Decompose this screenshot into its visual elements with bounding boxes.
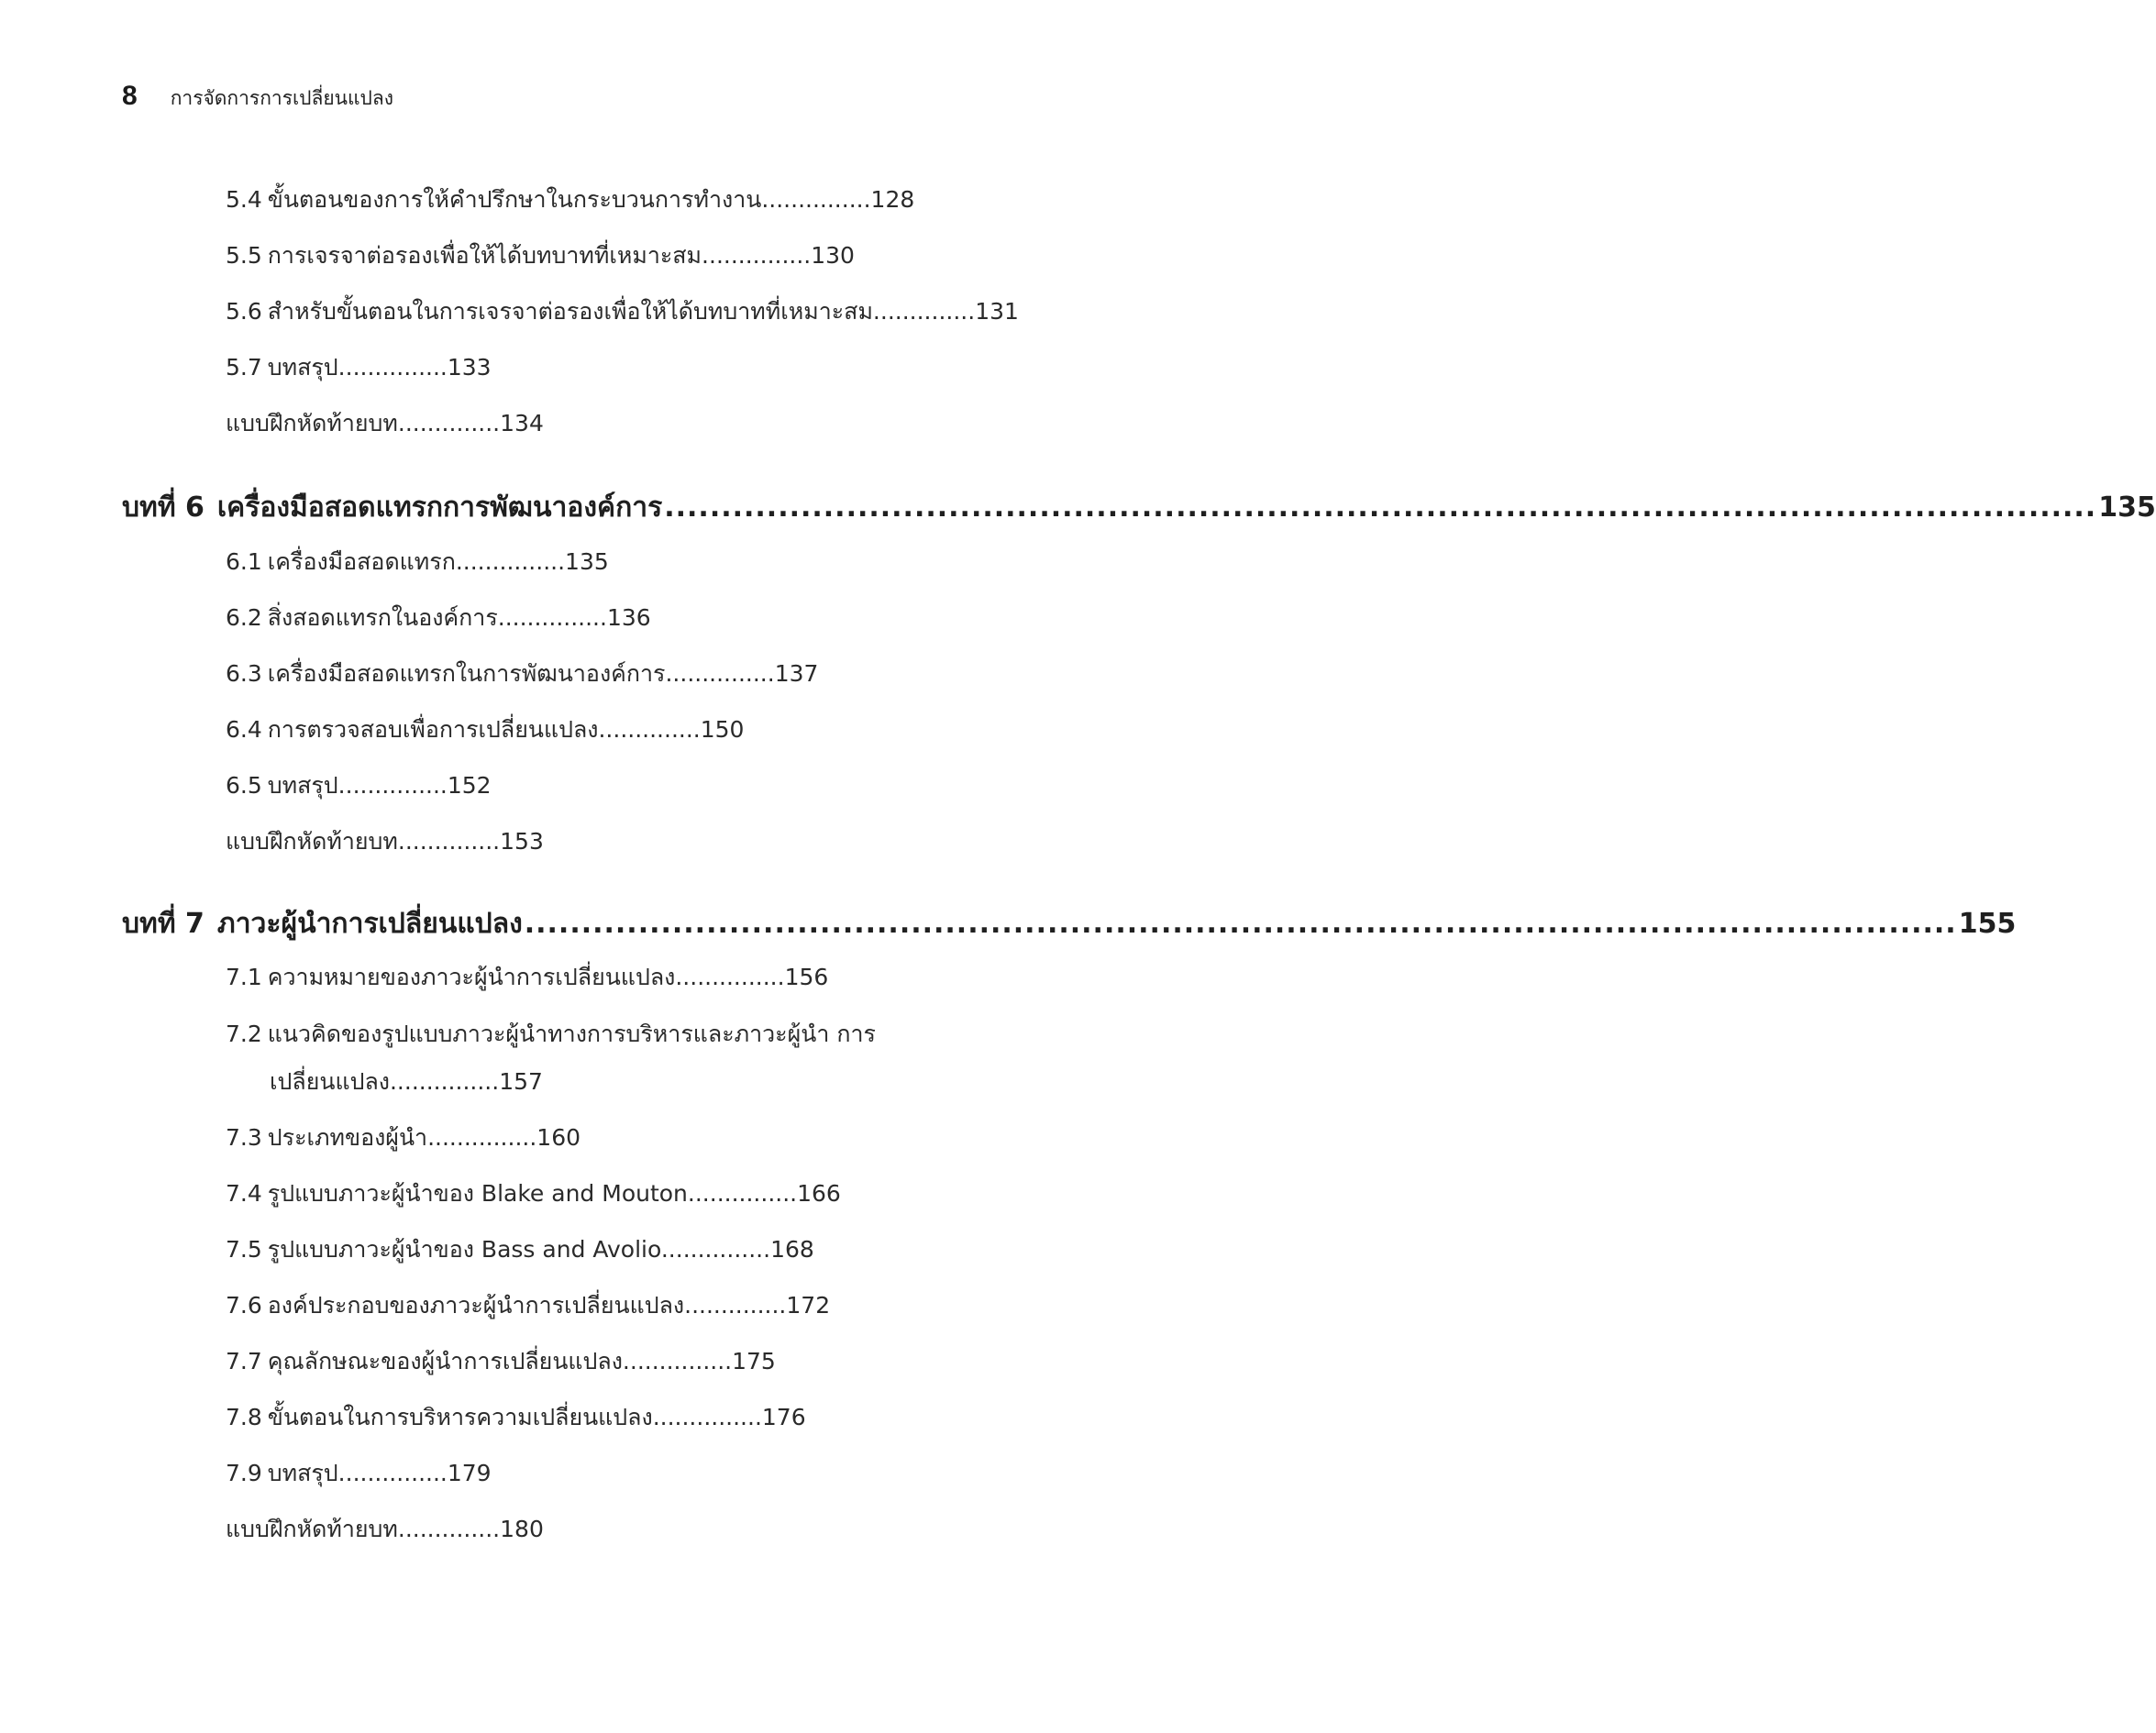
- toc-entry-6-3: 6.3 เครื่องมือสอดแทรกในการพัฒนาองค์การ...............137: [226, 660, 819, 687]
- toc-entry-7-3: 7.3 ประเภทของผู้นำ...............160: [226, 1124, 581, 1151]
- toc-entry-7-5: 7.5 รูปแบบภาวะผู้นำของ Bass and Avolio...............168: [226, 1236, 814, 1263]
- chapter-7-heading: บทที่ 7 ภาวะผู้นำการเปลี่ยนแปลง .............................................................................................................................. 155: [122, 908, 2017, 940]
- page-header: [122, 81, 393, 114]
- toc-entry-7-6: 7.6 องค์ประกอบของภาวะผู้นำการเปลี่ยนแปลง..............172: [226, 1292, 831, 1319]
- toc-entry-6-5: 6.5 บทสรุป...............152: [226, 772, 492, 799]
- toc-entry-7-4: 7.4 รูปแบบภาวะผู้นำของ Blake and Mouton...............166: [226, 1180, 841, 1207]
- toc-entry-exercises-5: แบบฝึกหัดท้ายบท..............134: [226, 410, 544, 436]
- toc-entry-exercises-6: แบบฝึกหัดท้ายบท..............153: [226, 828, 544, 855]
- chapter-6-heading: บทที่ 6 เครื่องมือสอดแทรกการพัฒนาองค์การ .............................................................................................................................. 135: [122, 491, 2156, 524]
- running-title: การจัดการการเปลี่ยนแปลง: [170, 87, 394, 109]
- toc-entry-7-1: 7.1 ความหมายของภาวะผู้นำการเปลี่ยนแปลง...............156: [226, 964, 829, 990]
- toc-entry-5-7: 5.7 บทสรุป...............133: [226, 354, 492, 381]
- toc-entry-7-8: 7.8 ขั้นตอนในการบริหารความเปลี่ยนแปลง...............176: [226, 1404, 806, 1430]
- toc-entry-5-4: 5.4 ขั้นตอนของการให้คำปรึกษาในกระบวนการทำงาน...............128: [226, 186, 915, 213]
- toc-entry-7-7: 7.7 คุณลักษณะของผู้นำการเปลี่ยนแปลง...............175: [226, 1348, 776, 1374]
- toc-entry-7-2: 7.2 แนวคิดของรูปแบบภาวะผู้นำทางการบริหารและภาวะผู้นำ การเปลี่ยนแปลง...............157: [226, 1021, 876, 1095]
- toc-entry-5-6: 5.6 สำหรับขั้นตอนในการเจรจาต่อรองเพื่อให้ได้บทบาทที่เหมาะสม..............131: [226, 298, 1019, 325]
- toc-entry-6-4: 6.4 การตรวจสอบเพื่อการเปลี่ยนแปลง..............150: [226, 716, 745, 743]
- toc-entry-6-2: 6.2 สิ่งสอดแทรกในองค์การ...............136: [226, 604, 651, 631]
- page-number: 8: [122, 81, 138, 111]
- toc-entry-6-1: 6.1 เครื่องมือสอดแทรก...............135: [226, 548, 609, 575]
- toc-entry-7-9: 7.9 บทสรุป...............179: [226, 1460, 492, 1486]
- toc-entry-5-5: 5.5 การเจรจาต่อรองเพื่อให้ได้บทบาทที่เหมาะสม...............130: [226, 242, 855, 269]
- toc-entry-exercises-7: แบบฝึกหัดท้ายบท..............180: [226, 1516, 544, 1542]
